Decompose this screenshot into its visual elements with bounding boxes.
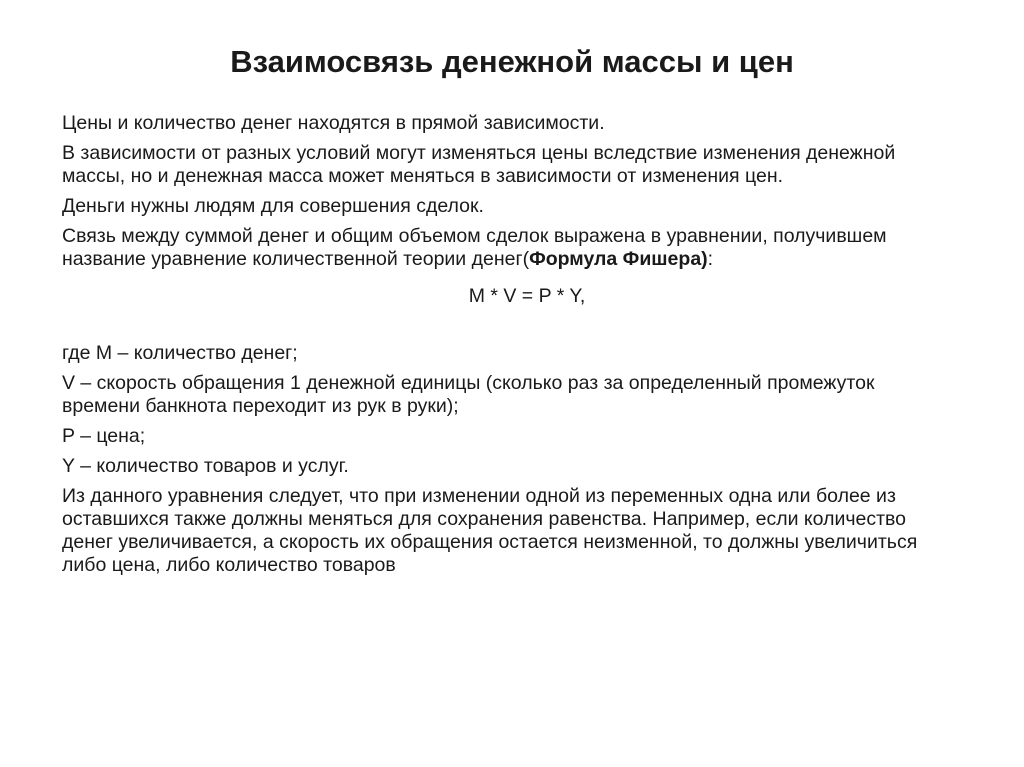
fisher-intro-colon: : bbox=[707, 248, 714, 270]
paragraph-price-money-relation: Цены и количество денег находятся в прямой зависимости. bbox=[62, 112, 605, 134]
definition-v: V – скорость обращения 1 денежной единицы (сколько раз за определенный промежуток времени банкнота переходит из рук в руки); bbox=[62, 372, 875, 417]
slide-title: Взаимосвязь денежной массы и цен bbox=[230, 44, 794, 79]
fisher-formula-name: Формула Фишера) bbox=[529, 248, 708, 270]
slide-content bbox=[62, 112, 952, 584]
paragraph-fisher-intro bbox=[62, 225, 952, 271]
paragraph-money-for-deals: Деньги нужны людям для совершения сделок. bbox=[62, 195, 484, 217]
definition-p: P – цена; bbox=[62, 425, 146, 447]
paragraph-conclusion: Из данного уравнения следует, что при изменении одной из переменных одна или более из оставшихся также должны меняться для сохранения равенства. Например, если количество денег увеличивается, а скорость их обращения остается неизменной, то должны увеличиться либо цена, либо количество товаров bbox=[62, 485, 918, 576]
paragraph-conditions: В зависимости от разных условий могут изменяться цены вследствие изменения денежной массы, но и денежная масса может меняться в зависимости от изменения цен. bbox=[62, 142, 896, 187]
definition-m: где М – количество денег; bbox=[62, 342, 298, 364]
definition-y: Y – количество товаров и услуг. bbox=[62, 455, 349, 477]
fisher-equation: M * V = P * Y, bbox=[468, 285, 586, 307]
fisher-intro-text: Связь между суммой денег и общим объемом сделок выражена в уравнении, получившем название уравнение количественной теории денег( bbox=[62, 225, 887, 270]
